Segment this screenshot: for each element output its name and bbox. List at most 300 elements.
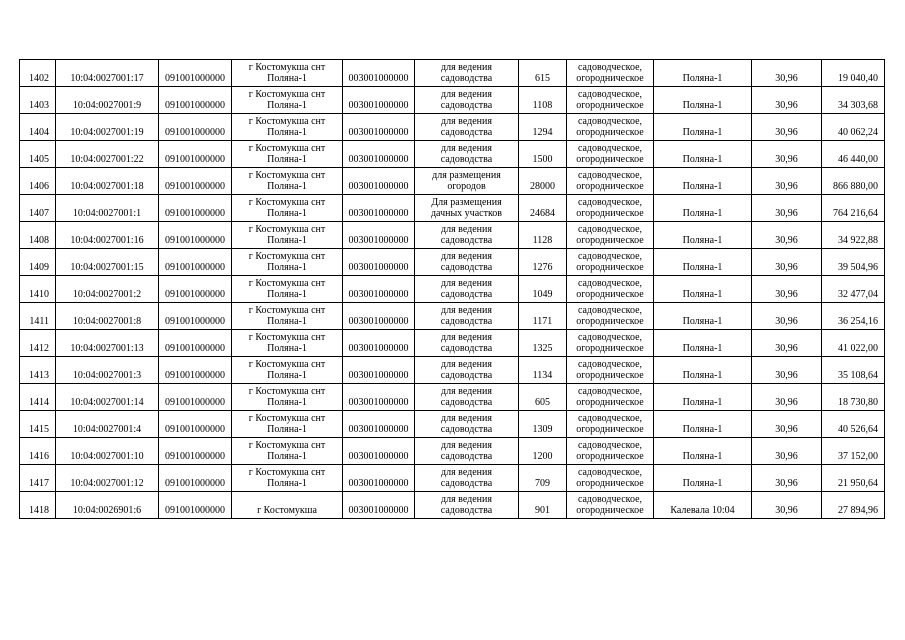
address-line: г Костомукша — [257, 505, 317, 516]
table-row — [20, 357, 885, 384]
cadastral-number-cell: 10:04:0027001:13 — [56, 330, 159, 357]
oktmo-code-cell: 091001000000 — [159, 303, 232, 330]
address-cell — [232, 141, 343, 168]
cadastral-number-cell: 10:04:0026901:6 — [56, 492, 159, 519]
category-cell — [567, 222, 654, 249]
row-number-cell: 1417 — [20, 465, 56, 492]
oktmo-code-cell: 091001000000 — [159, 114, 232, 141]
address-line: Поляна-1 — [267, 289, 307, 300]
cadastral-number-cell: 10:04:0027001:2 — [56, 276, 159, 303]
permitted-use-line: Для размещения — [431, 197, 502, 208]
permitted-use-cell — [415, 384, 519, 411]
permitted-use-line: для ведения — [441, 89, 492, 100]
cadastral-value-cell: 37 152,00 — [822, 438, 885, 465]
address-line: Поляна-1 — [267, 100, 307, 111]
permitted-use-line: садоводства — [440, 235, 493, 246]
category-line: огородническое — [576, 289, 644, 300]
cadastral-value-cell: 35 108,64 — [822, 357, 885, 384]
category-line: садоводческое, — [577, 170, 643, 181]
category-line: садоводческое, — [577, 332, 643, 343]
permitted-use-cell — [415, 411, 519, 438]
table-row — [20, 330, 885, 357]
row-number-cell: 1415 — [20, 411, 56, 438]
code-cell: 003001000000 — [343, 357, 415, 384]
address-line: Поляна-1 — [267, 262, 307, 273]
address-line: г Костомукша снт — [248, 386, 326, 397]
table-row — [20, 438, 885, 465]
area-cell: 1325 — [519, 330, 567, 357]
settlement-name-cell: Поляна-1 — [654, 276, 752, 303]
category-cell — [567, 195, 654, 222]
category-line: садоводческое, — [577, 305, 643, 316]
table-row — [20, 195, 885, 222]
permitted-use-line: для ведения — [441, 224, 492, 235]
area-cell: 1276 — [519, 249, 567, 276]
oktmo-code-cell: 091001000000 — [159, 330, 232, 357]
permitted-use-cell — [415, 438, 519, 465]
permitted-use-line: для ведения — [441, 440, 492, 451]
permitted-use-line: для ведения — [441, 467, 492, 478]
address-cell — [232, 60, 343, 87]
code-cell: 003001000000 — [343, 114, 415, 141]
row-number-cell: 1418 — [20, 492, 56, 519]
category-cell — [567, 492, 654, 519]
address-cell — [232, 249, 343, 276]
permitted-use-cell — [415, 141, 519, 168]
address-line: Поляна-1 — [267, 73, 307, 84]
row-number-cell: 1414 — [20, 384, 56, 411]
permitted-use-line: садоводства — [440, 505, 493, 516]
settlement-name-cell: Поляна-1 — [654, 465, 752, 492]
permitted-use-line: для ведения — [441, 359, 492, 370]
code-cell: 003001000000 — [343, 438, 415, 465]
code-cell: 003001000000 — [343, 411, 415, 438]
cadastral-value-cell: 40 526,64 — [822, 411, 885, 438]
address-line: г Костомукша снт — [248, 440, 326, 451]
category-line: огородническое — [576, 478, 644, 489]
address-line: Поляна-1 — [267, 451, 307, 462]
rate-cell: 30,96 — [752, 465, 822, 492]
oktmo-code-cell: 091001000000 — [159, 411, 232, 438]
address-line: Поляна-1 — [267, 478, 307, 489]
row-number-cell: 1405 — [20, 141, 56, 168]
cadastral-number-cell: 10:04:0027001:9 — [56, 87, 159, 114]
address-line: г Костомукша снт — [248, 251, 326, 262]
address-line: г Костомукша снт — [248, 170, 326, 181]
category-line: садоводческое, — [577, 251, 643, 262]
permitted-use-line: садоводства — [440, 370, 493, 381]
category-cell — [567, 384, 654, 411]
cadastral-value-cell: 40 062,24 — [822, 114, 885, 141]
category-line: огородническое — [576, 181, 644, 192]
cadastral-value-cell: 764 216,64 — [822, 195, 885, 222]
category-cell — [567, 411, 654, 438]
rate-cell: 30,96 — [752, 168, 822, 195]
category-line: садоводческое, — [577, 62, 643, 73]
area-cell: 1294 — [519, 114, 567, 141]
cadastral-number-cell: 10:04:0027001:16 — [56, 222, 159, 249]
settlement-name-cell: Поляна-1 — [654, 330, 752, 357]
code-cell: 003001000000 — [343, 87, 415, 114]
category-cell — [567, 330, 654, 357]
address-line: Поляна-1 — [267, 154, 307, 165]
settlement-name-cell: Поляна-1 — [654, 141, 752, 168]
settlement-name-cell: Поляна-1 — [654, 168, 752, 195]
cadastral-value-cell: 39 504,96 — [822, 249, 885, 276]
address-line: г Костомукша снт — [248, 359, 326, 370]
permitted-use-line: садоводства — [440, 73, 493, 84]
category-cell — [567, 438, 654, 465]
table-row — [20, 465, 885, 492]
area-cell: 1309 — [519, 411, 567, 438]
oktmo-code-cell: 091001000000 — [159, 465, 232, 492]
code-cell: 003001000000 — [343, 303, 415, 330]
permitted-use-line: для ведения — [441, 494, 492, 505]
category-line: садоводческое, — [577, 197, 643, 208]
category-cell — [567, 114, 654, 141]
rate-cell: 30,96 — [752, 303, 822, 330]
address-cell — [232, 357, 343, 384]
permitted-use-cell — [415, 330, 519, 357]
rate-cell: 30,96 — [752, 60, 822, 87]
category-line: садоводческое, — [577, 359, 643, 370]
permitted-use-cell — [415, 195, 519, 222]
permitted-use-line: садоводства — [440, 343, 493, 354]
rate-cell: 30,96 — [752, 276, 822, 303]
category-line: огородническое — [576, 451, 644, 462]
cadastral-value-cell: 866 880,00 — [822, 168, 885, 195]
cadastral-value-cell: 34 303,68 — [822, 87, 885, 114]
cadastral-number-cell: 10:04:0027001:4 — [56, 411, 159, 438]
oktmo-code-cell: 091001000000 — [159, 438, 232, 465]
area-cell: 1049 — [519, 276, 567, 303]
rate-cell: 30,96 — [752, 195, 822, 222]
address-cell — [232, 276, 343, 303]
address-line: г Костомукша снт — [248, 224, 326, 235]
permitted-use-line: садоводства — [440, 424, 493, 435]
row-number-cell: 1413 — [20, 357, 56, 384]
oktmo-code-cell: 091001000000 — [159, 222, 232, 249]
table-row — [20, 114, 885, 141]
address-line: Поляна-1 — [267, 424, 307, 435]
area-cell: 1200 — [519, 438, 567, 465]
row-number-cell: 1402 — [20, 60, 56, 87]
address-line: Поляна-1 — [267, 397, 307, 408]
permitted-use-line: для ведения — [441, 143, 492, 154]
code-cell: 003001000000 — [343, 168, 415, 195]
permitted-use-line: огородов — [447, 181, 486, 192]
settlement-name-cell: Калевала 10:04 — [654, 492, 752, 519]
category-line: огородническое — [576, 316, 644, 327]
oktmo-code-cell: 091001000000 — [159, 384, 232, 411]
permitted-use-line: для ведения — [441, 116, 492, 127]
rate-cell: 30,96 — [752, 222, 822, 249]
category-line: огородническое — [576, 73, 644, 84]
permitted-use-line: садоводства — [440, 451, 493, 462]
settlement-name-cell: Поляна-1 — [654, 438, 752, 465]
area-cell: 615 — [519, 60, 567, 87]
address-cell — [232, 114, 343, 141]
category-line: огородническое — [576, 505, 644, 516]
address-line: г Костомукша снт — [248, 467, 326, 478]
permitted-use-cell — [415, 114, 519, 141]
oktmo-code-cell: 091001000000 — [159, 195, 232, 222]
category-line: огородническое — [576, 235, 644, 246]
row-number-cell: 1411 — [20, 303, 56, 330]
category-cell — [567, 168, 654, 195]
oktmo-code-cell: 091001000000 — [159, 357, 232, 384]
cadastral-value-cell: 46 440,00 — [822, 141, 885, 168]
address-cell — [232, 438, 343, 465]
cadastral-number-cell: 10:04:0027001:19 — [56, 114, 159, 141]
code-cell: 003001000000 — [343, 141, 415, 168]
category-line: садоводческое, — [577, 143, 643, 154]
oktmo-code-cell: 091001000000 — [159, 276, 232, 303]
permitted-use-line: для ведения — [441, 386, 492, 397]
code-cell: 003001000000 — [343, 330, 415, 357]
table-row — [20, 303, 885, 330]
settlement-name-cell: Поляна-1 — [654, 357, 752, 384]
rate-cell: 30,96 — [752, 249, 822, 276]
code-cell: 003001000000 — [343, 195, 415, 222]
address-line: г Костомукша снт — [248, 332, 326, 343]
rate-cell: 30,96 — [752, 411, 822, 438]
table-row — [20, 384, 885, 411]
permitted-use-cell — [415, 168, 519, 195]
permitted-use-cell — [415, 222, 519, 249]
table-row — [20, 492, 885, 519]
address-line: г Костомукша снт — [248, 116, 326, 127]
permitted-use-line: для ведения — [441, 413, 492, 424]
settlement-name-cell: Поляна-1 — [654, 384, 752, 411]
rate-cell: 30,96 — [752, 87, 822, 114]
cadastral-number-cell: 10:04:0027001:8 — [56, 303, 159, 330]
address-cell — [232, 195, 343, 222]
area-cell: 709 — [519, 465, 567, 492]
table-row — [20, 60, 885, 87]
code-cell: 003001000000 — [343, 465, 415, 492]
code-cell: 003001000000 — [343, 249, 415, 276]
category-line: огородническое — [576, 100, 644, 111]
oktmo-code-cell: 091001000000 — [159, 492, 232, 519]
address-cell — [232, 384, 343, 411]
row-number-cell: 1412 — [20, 330, 56, 357]
address-cell — [232, 87, 343, 114]
table-row — [20, 222, 885, 249]
cadastral-number-cell: 10:04:0027001:17 — [56, 60, 159, 87]
oktmo-code-cell: 091001000000 — [159, 168, 232, 195]
rate-cell: 30,96 — [752, 438, 822, 465]
settlement-name-cell: Поляна-1 — [654, 222, 752, 249]
category-line: садоводческое, — [577, 116, 643, 127]
address-line: г Костомукша снт — [248, 197, 326, 208]
address-cell — [232, 492, 343, 519]
table-row — [20, 249, 885, 276]
permitted-use-line: для ведения — [441, 332, 492, 343]
cadastral-value-cell: 19 040,40 — [822, 60, 885, 87]
table-row — [20, 87, 885, 114]
permitted-use-line: для размещения — [432, 170, 501, 181]
permitted-use-line: садоводства — [440, 478, 493, 489]
address-line: Поляна-1 — [267, 343, 307, 354]
category-line: огородническое — [576, 154, 644, 165]
permitted-use-cell — [415, 465, 519, 492]
code-cell: 003001000000 — [343, 276, 415, 303]
category-line: садоводческое, — [577, 386, 643, 397]
permitted-use-cell — [415, 249, 519, 276]
settlement-name-cell: Поляна-1 — [654, 87, 752, 114]
permitted-use-line: садоводства — [440, 316, 493, 327]
oktmo-code-cell: 091001000000 — [159, 141, 232, 168]
cadastral-number-cell: 10:04:0027001:12 — [56, 465, 159, 492]
permitted-use-cell — [415, 357, 519, 384]
code-cell: 003001000000 — [343, 60, 415, 87]
category-line: огородническое — [576, 424, 644, 435]
category-line: огородническое — [576, 208, 644, 219]
address-line: г Костомукша снт — [248, 89, 326, 100]
address-line: Поляна-1 — [267, 235, 307, 246]
table-row — [20, 411, 885, 438]
address-cell — [232, 330, 343, 357]
table-row — [20, 141, 885, 168]
area-cell: 1500 — [519, 141, 567, 168]
settlement-name-cell: Поляна-1 — [654, 303, 752, 330]
address-line: г Костомукша снт — [248, 305, 326, 316]
category-line: садоводческое, — [577, 413, 643, 424]
code-cell: 003001000000 — [343, 384, 415, 411]
permitted-use-line: садоводства — [440, 289, 493, 300]
address-line: г Костомукша снт — [248, 62, 326, 73]
table-row — [20, 276, 885, 303]
category-line: огородническое — [576, 343, 644, 354]
address-line: г Костомукша снт — [248, 278, 326, 289]
oktmo-code-cell: 091001000000 — [159, 87, 232, 114]
permitted-use-line: садоводства — [440, 154, 493, 165]
address-line: Поляна-1 — [267, 127, 307, 138]
address-cell — [232, 222, 343, 249]
cadastral-number-cell: 10:04:0027001:10 — [56, 438, 159, 465]
area-cell: 1108 — [519, 87, 567, 114]
code-cell: 003001000000 — [343, 492, 415, 519]
row-number-cell: 1404 — [20, 114, 56, 141]
address-line: Поляна-1 — [267, 316, 307, 327]
settlement-name-cell: Поляна-1 — [654, 249, 752, 276]
category-line: садоводческое, — [577, 467, 643, 478]
permitted-use-line: садоводства — [440, 262, 493, 273]
address-line: Поляна-1 — [267, 181, 307, 192]
permitted-use-cell — [415, 492, 519, 519]
permitted-use-line: для ведения — [441, 62, 492, 73]
table-body — [20, 60, 885, 519]
address-line: Поляна-1 — [267, 370, 307, 381]
rate-cell: 30,96 — [752, 330, 822, 357]
rate-cell: 30,96 — [752, 492, 822, 519]
category-line: садоводческое, — [577, 494, 643, 505]
row-number-cell: 1410 — [20, 276, 56, 303]
area-cell: 1134 — [519, 357, 567, 384]
address-line: Поляна-1 — [267, 208, 307, 219]
permitted-use-cell — [415, 276, 519, 303]
settlement-name-cell: Поляна-1 — [654, 195, 752, 222]
category-line: огородническое — [576, 127, 644, 138]
rate-cell: 30,96 — [752, 384, 822, 411]
settlement-name-cell: Поляна-1 — [654, 114, 752, 141]
cadastral-value-cell: 41 022,00 — [822, 330, 885, 357]
permitted-use-cell — [415, 60, 519, 87]
row-number-cell: 1408 — [20, 222, 56, 249]
area-cell: 605 — [519, 384, 567, 411]
permitted-use-line: для ведения — [441, 251, 492, 262]
oktmo-code-cell: 091001000000 — [159, 60, 232, 87]
cadastral-number-cell: 10:04:0027001:1 — [56, 195, 159, 222]
category-line: огородническое — [576, 262, 644, 273]
row-number-cell: 1416 — [20, 438, 56, 465]
category-line: садоводческое, — [577, 440, 643, 451]
row-number-cell: 1406 — [20, 168, 56, 195]
category-cell — [567, 60, 654, 87]
cadastral-value-cell: 18 730,80 — [822, 384, 885, 411]
cadastral-value-cell: 36 254,16 — [822, 303, 885, 330]
permitted-use-line: садоводства — [440, 100, 493, 111]
oktmo-code-cell: 091001000000 — [159, 249, 232, 276]
area-cell: 901 — [519, 492, 567, 519]
area-cell: 28000 — [519, 168, 567, 195]
cadastral-number-cell: 10:04:0027001:15 — [56, 249, 159, 276]
category-line: садоводческое, — [577, 224, 643, 235]
cadastral-value-cell: 34 922,88 — [822, 222, 885, 249]
cadastral-value-cell: 32 477,04 — [822, 276, 885, 303]
cadastral-number-cell: 10:04:0027001:3 — [56, 357, 159, 384]
rate-cell: 30,96 — [752, 141, 822, 168]
address-cell — [232, 168, 343, 195]
permitted-use-line: для ведения — [441, 278, 492, 289]
cadastral-number-cell: 10:04:0027001:22 — [56, 141, 159, 168]
category-cell — [567, 249, 654, 276]
row-number-cell: 1409 — [20, 249, 56, 276]
code-cell: 003001000000 — [343, 222, 415, 249]
rate-cell: 30,96 — [752, 357, 822, 384]
category-line: садоводческое, — [577, 278, 643, 289]
category-cell — [567, 87, 654, 114]
category-line: огородническое — [576, 397, 644, 408]
permitted-use-line: садоводства — [440, 397, 493, 408]
row-number-cell: 1407 — [20, 195, 56, 222]
permitted-use-cell — [415, 87, 519, 114]
area-cell: 24684 — [519, 195, 567, 222]
area-cell: 1171 — [519, 303, 567, 330]
settlement-name-cell: Поляна-1 — [654, 60, 752, 87]
row-number-cell: 1403 — [20, 87, 56, 114]
permitted-use-cell — [415, 303, 519, 330]
category-cell — [567, 303, 654, 330]
permitted-use-line: садоводства — [440, 127, 493, 138]
area-cell: 1128 — [519, 222, 567, 249]
address-cell — [232, 411, 343, 438]
permitted-use-line: дачных участков — [430, 208, 503, 219]
cadastral-value-cell: 21 950,64 — [822, 465, 885, 492]
cadastral-number-cell: 10:04:0027001:14 — [56, 384, 159, 411]
permitted-use-line: для ведения — [441, 305, 492, 316]
address-cell — [232, 303, 343, 330]
category-cell — [567, 465, 654, 492]
land-plots-table — [19, 59, 885, 519]
category-cell — [567, 276, 654, 303]
address-cell — [232, 465, 343, 492]
category-cell — [567, 357, 654, 384]
cadastral-number-cell: 10:04:0027001:18 — [56, 168, 159, 195]
category-line: садоводческое, — [577, 89, 643, 100]
address-line: г Костомукша снт — [248, 143, 326, 154]
